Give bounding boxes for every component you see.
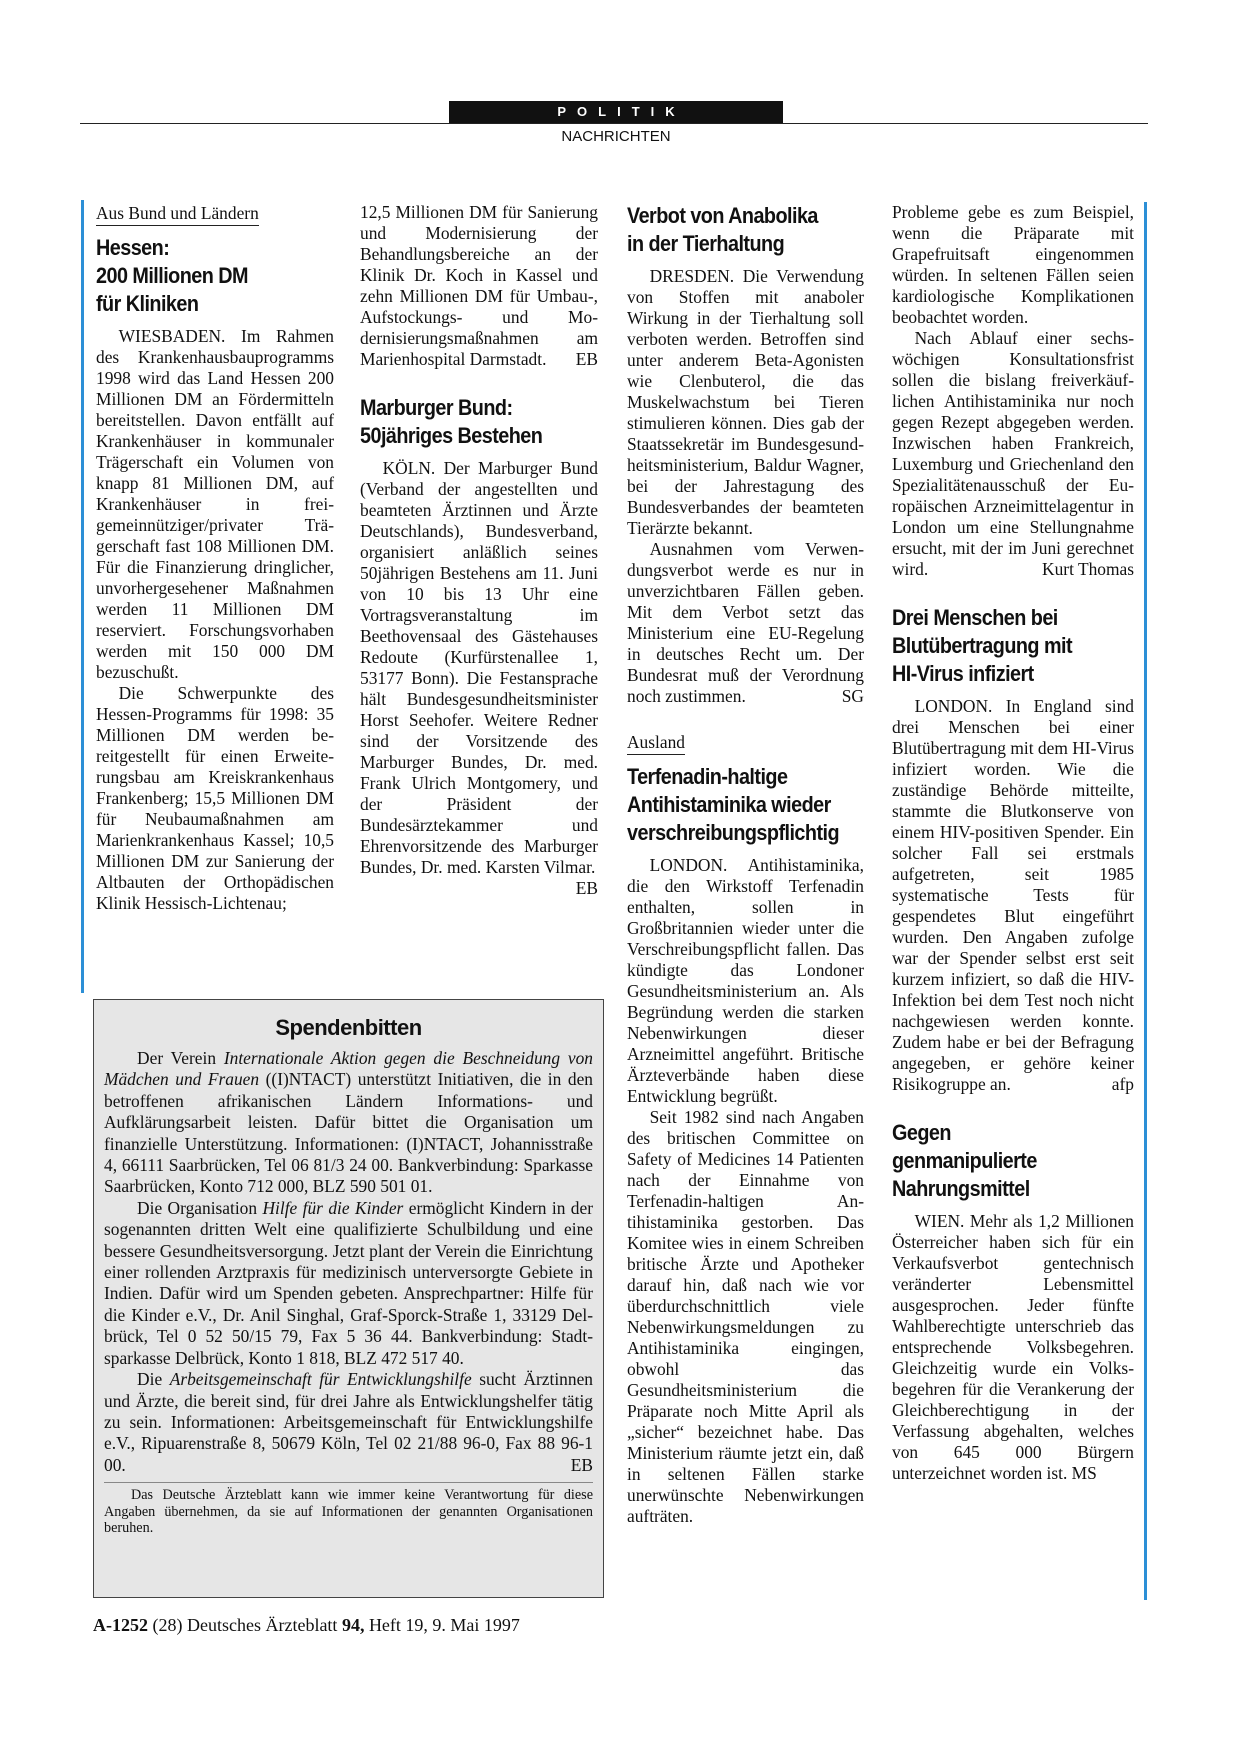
box-paragraph: Der Verein Internationale Aktion gegen die Beschneidung von Mädchen und Frauen ((I)NTACT) unterstützt Initiativen, die in den betroffenen afrikanischen Ländern Informations- und Aufklärungsarbeit leisten. Dafür bittet die Organisation um finanzielle Unterstützung. Informationen: (I)NTACT, Johannisstraße 4, 66111 Saarbrücken, Tel 06 81/3 24 00. Bankverbindung: Sparkasse Saarbrücken, Konto 712 000, BLZ 590 501 01.: [104, 1048, 593, 1197]
page-footer: [93, 1613, 520, 1637]
article-paragraph: Die Schwerpunkte des Hessen-Programms für 1998: 35 Millionen DM werden bereitgestellt für einen Erweiterungsbau am Kreiskrankenhaus Frankenberg; 15,5 Millionen DM für Neubaumaßnahmen am Marienkrankenhaus Kassel; 10,5 Millionen DM zur Sanierung der Altbauten der Orthopädischen Klinik Hessisch-Lichtenau;: [96, 683, 334, 913]
article-paragraph: 12,5 Millionen DM für Sanierung und Modernisierung der Behandlungsbereiche an der Klinik Dr. Koch in Kassel und zehn Millionen DM für Umbau-, Aufstockungs- und Modernisierungsmaßnahmen am Marienhospital Darmstadt. EB: [360, 202, 598, 369]
footer-publication: (28) Deutsches Ärzteblatt: [152, 1615, 338, 1635]
author-signature: afp: [1111, 1074, 1134, 1094]
accent-bar-right: [1144, 202, 1147, 1600]
box-disclaimer: Das Deutsche Ärzteblatt kann wie immer keine Verantwortung für diese Angaben übernehmen, da sie auf Informationen der genannten Organisationen beruhen.: [104, 1482, 593, 1537]
article-paragraph: WIESBADEN. Im Rahmen des Krankenhausbauprogramms 1998 wird das Land Hessen 200 Millionen DM an Fördermitteln bereitstellen. Davon entfällt auf Krankenhäuser in kommunaler Trägerschaft ein Volumen von knapp 81 Millionen DM, auf Krankenhäuser in freigemeinnütziger/privater Trägerschaft fast 108 Millionen DM. Für die Finanzierung dringlicher, unvorhergesehener Maßnahmen werden 11 Millionen DM reserviert. Forschungsvorhaben werden mit 150 000 DM bezuschußt.: [96, 326, 334, 682]
donation-box: [93, 999, 604, 1598]
article-paragraph: Nach Ablauf einer sechswöchigen Konsultationsfrist sollen die bislang freiverkäuflichen Antihistaminika nur noch gegen Rezept abgegeben werden. Inzwischen haben Frankreich, Luxemburg und Griechenland den Spezialitätenausschuß der Europäischen Arzneimittelagentur in London um eine Stellungnahme ersucht, mit der im Juni gerechnet wird. Kurt Thomas: [892, 328, 1134, 579]
article-paragraph: Seit 1982 sind nach Angaben des britischen Committee on Safety of Medicines 14 Patienten nach der Einnahme von Terfenadin-haltigen Antihistaminika gestorben. Das Komitee wies in einem Schreiben britische Ärzte und Apotheker darauf hin, daß nach wie vor überdurchschnittlich viele Nebenwirkungsmeldungen zu Antihistaminika eingingen, obwohl das Gesundheitsministerium die Präparate noch Mitte April als „sicher“ bezeichnet habe. Das Ministerium räumte jetzt ein, daß in seltenen Fällen starke unerwünschte Nebenwirkungen aufträten.: [627, 1107, 864, 1526]
rubric-bund-laender: Aus Bund und Ländern: [96, 202, 259, 226]
author-signature: SG: [841, 686, 864, 706]
article-paragraph: DRESDEN. Die Verwendung von Stoffen mit anaboler Wirkung in der Tierhaltung soll verboten werden. Betroffen sind unter anderem Beta-Agonisten wie Clenbuterol, die das Muskelwachstum bei Tieren stimulieren können. Dies gab der Staatssekretär im Bundesgesundheitsministerium, Baldur Wagner, bei der Jahrestagung des Bundesverbandes der beamteten Tierärzte bekannt.: [627, 266, 864, 538]
author-signature: MS: [1071, 1463, 1097, 1483]
author-signature: Kurt Thomas: [1042, 559, 1134, 579]
author-signature: EB: [570, 1454, 593, 1475]
headline-hiv-blutuebertragung: Drei Menschen bei Blutübertragung mit HI-Virus infiziert: [892, 605, 1073, 686]
box-title: Spendenbitten: [275, 1015, 422, 1040]
article-paragraph: KÖLN. Der Marburger Bund (Verband der angestellten und beamteten Ärztinnen und Ärzte Deutschlands), Bundesverband, organisiert anläßlich seines 50jährigen Bestehens am 11. Juni von 10 bis 13 Uhr eine Vortragsveranstaltung im Beethovensaal des Gästehauses Redoute (Kurfürstenallee 1, 53177 Bonn). Die Festansprache hält Bundesgesundheitsminister Horst Seehofer. Weitere Redner sind der Vorsitzende des Marburger Bundes, Dr. med. Frank Ulrich Montgomery, und der Präsident der Bundesärztekammer und Ehrenvorsitzende des Marburger Bundes, Dr. med. Karsten Vilmar. EB: [360, 458, 598, 898]
article-paragraph: WIEN. Mehr als 1,2 Millionen Österreicher haben sich für ein Verkaufsverbot gentechnisch veränderter Lebensmittel ausgesprochen. Jeder fünfte Wahlberechtigte unterschrieb das entsprechende Volksbegehren. Gleichzeitig wurde ein Volksbegehren für die Verankerung der Gleichberechtigung in der Verfassung abgehalten, welches von 645 000 Bürgern unterzeichnet worden ist. MS: [892, 1211, 1134, 1483]
section-label: POLITIK: [449, 101, 783, 123]
page-number: A-1252: [93, 1615, 148, 1635]
header-rule: [80, 123, 1148, 124]
column-1: [96, 202, 334, 914]
headline-hessen: Hessen: 200 Millionen DM für Kliniken: [96, 235, 248, 316]
box-paragraph: Die Organisation Hilfe für die Kinder ermöglicht Kindern in der sogenannten dritten Welt eine qualifizierte Schulbildung und eine bessere Gesundheitsversorgung. Jetzt plant der Verein die Einrichtung einer rollenden Arztpraxis für medizinisch unterversorgte Gebiete in Indien. Dafür wird um Spenden gebeten. Ansprechpartner: Hilfe für die Kinder e.V., Dr. Anil Singhal, Graf-Sporck-Straße 1, 33129 Delbrück, Tel 0 52 50/15 79, Fax 5 36 44. Bankverbindung: Stadtsparkasse Delbrück, Konto 1 818, BLZ 472 517 40.: [104, 1197, 593, 1368]
article-paragraph: LONDON. In England sind drei Menschen bei einer Blutübertragung mit dem HI-Virus infiziert worden. Wie die zuständige Behörde mitteilte, stammte die Blutkonserve von einem HIV-positiven Spender. Ein solcher Fall sei erstmals aufgetreten, seit 1985 systematische Tests für gespendetes Blut eingeführt wurden. Den Angaben zufolge war der Spender selbst erst seit kurzem infiziert, so daß die HIV-Infektion bei dem Test noch nicht nachgewiesen werden konnte. Zudem habe er bei der Befragung angegeben, er gehöre keiner Risikogruppe an. afp: [892, 696, 1134, 1094]
column-4: [892, 202, 1134, 1484]
headline-genmanipuliert: Gegen genmanipulierte Nahrungsmittel: [892, 1120, 1037, 1201]
headline-marburger-bund: Marburger Bund: 50jähriges Bestehen: [360, 395, 543, 448]
accent-bar-left: [81, 200, 84, 993]
box-paragraph: Die Arbeitsgemeinschaft für Entwicklungshilfe sucht Ärztinnen und Ärzte, die bereit sind, für drei Jahre als Entwicklungshelfer tätig zu sein. Informationen: Arbeitsgemeinschaft für Entwicklungshilfe e.V., Ripuarenstraße 8, 50679 Köln, Tel 02 21/88 96-0, Fax 88 96-1 00. EB: [104, 1369, 593, 1475]
article-paragraph: Probleme gebe es zum Beispiel, wenn die Präparate mit Grapefruitsaft eingenommen würden. In seltenen Fällen seien kardiologische Komplikationen beobachtet worden.: [892, 202, 1134, 327]
author-signature: EB: [575, 878, 598, 898]
column-3: [627, 202, 864, 1527]
rubric-ausland: Ausland: [627, 731, 685, 755]
headline-terfenadin: Terfenadin-haltige Antihistaminika wieder verschreibungspflichtig: [627, 764, 840, 845]
footer-volume: 94,: [341, 1615, 365, 1635]
article-paragraph: LONDON. Antihistaminika, die den Wirkstoff Terfenadin enthalten, sollen in Großbritannien wieder unter die Verschreibungspflicht fallen. Das kündigte das Londoner Gesundheitsministerium an. Als Begründung werden die starken Nebenwirkungen dieser Arzneimittel angeführt. Britische Ärzteverbände haben diese Entwicklung begrüßt.: [627, 855, 864, 1106]
headline-anabolika: Verbot von Anabolika in der Tierhaltung: [627, 203, 818, 256]
column-2: [360, 202, 598, 899]
article-paragraph: Ausnahmen vom Verwendungsverbot werde es nur in unverzichtbaren Fällen geben. Mit dem Verbot setzt das Ministerium eine EU-Regelung in deutsches Recht um. Der Bundesrat muß der Verordnung noch zustimmen. SG: [627, 539, 864, 706]
subsection-label: NACHRICHTEN: [561, 128, 671, 145]
author-signature: EB: [575, 349, 598, 369]
footer-issue: Heft 19, 9. Mai 1997: [368, 1615, 520, 1635]
